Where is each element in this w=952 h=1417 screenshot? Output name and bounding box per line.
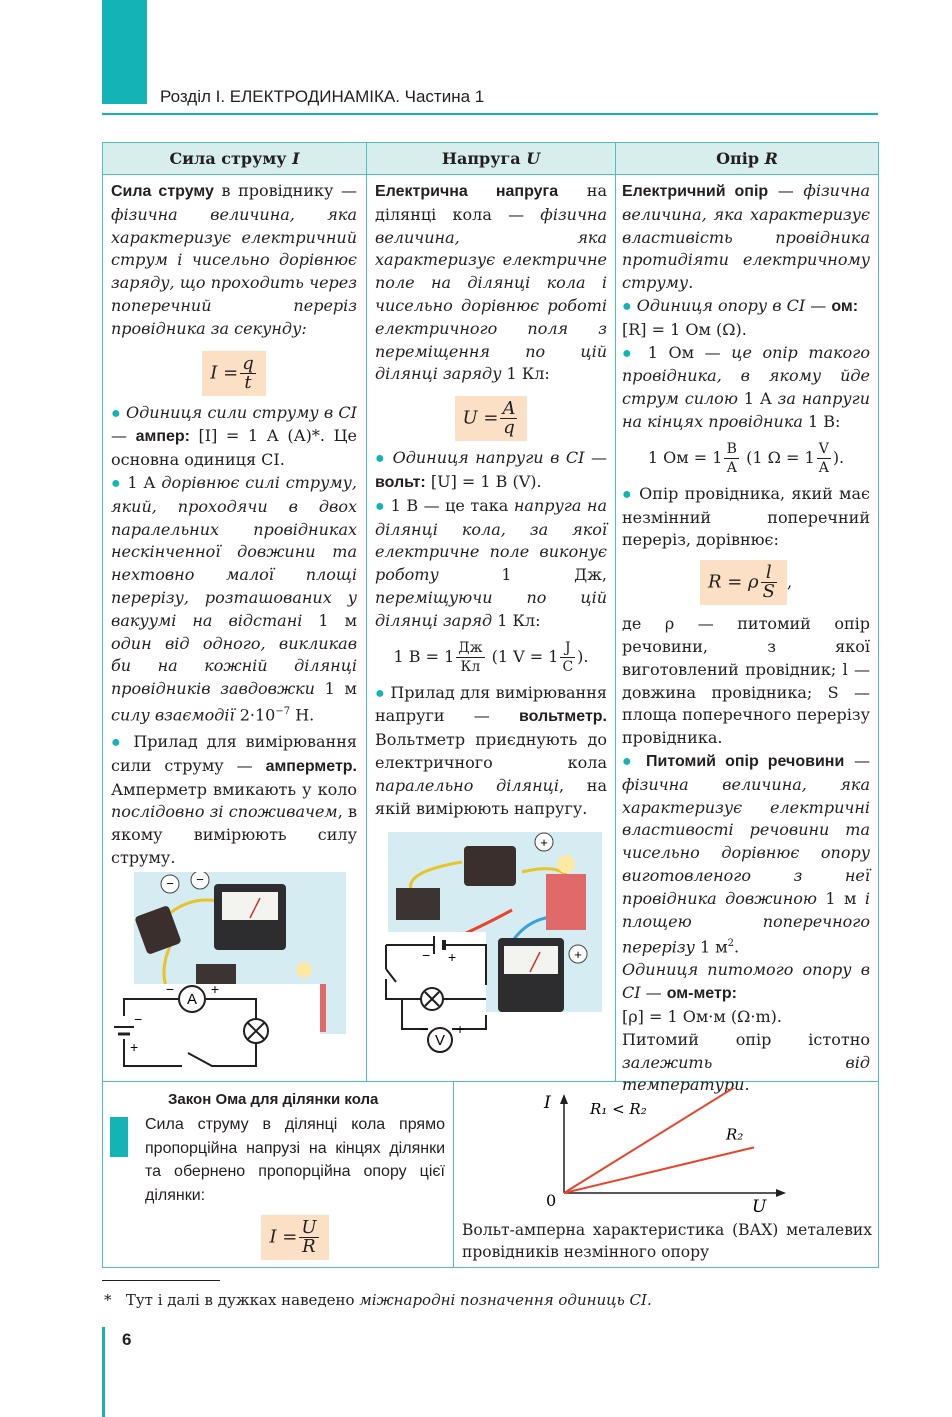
bottom-divider bbox=[453, 1081, 454, 1268]
voltage-frac-num: A bbox=[502, 398, 516, 420]
lamp-stand-icon bbox=[546, 874, 586, 930]
voltmeter-symbol-label: V bbox=[434, 1032, 446, 1049]
ohm-def-start: 1 Ом — bbox=[647, 342, 732, 362]
voltage-unit bbox=[375, 447, 607, 495]
ohm-law-text: Сила струму в ділянці кола прямо пропорційна напрузі на кінцях ділянки та обернено пропорційна опору цієї ділянки: bbox=[145, 1116, 445, 1204]
column-voltage bbox=[375, 180, 607, 820]
volt-eq-close: ). bbox=[577, 646, 589, 666]
ammeter-italic: послідовно зі споживачем bbox=[111, 802, 338, 822]
resistance-unit bbox=[622, 295, 870, 342]
footnote bbox=[104, 1291, 652, 1309]
resistance-dash: — bbox=[768, 181, 804, 200]
amp-def-force: 2·10 bbox=[234, 705, 276, 725]
series-line-2 bbox=[564, 1147, 754, 1193]
battery-minus-label: − bbox=[134, 1011, 143, 1027]
volt-def-start: 1 В — це така bbox=[390, 495, 514, 515]
current-formula bbox=[111, 351, 357, 396]
volt-eq-den2: C bbox=[562, 658, 574, 675]
resistance-formula bbox=[622, 560, 870, 605]
header-resistance-symbol: R bbox=[764, 149, 778, 168]
specific-unit-name: ом-метр: bbox=[666, 985, 737, 1003]
bullet-icon: ● bbox=[375, 450, 387, 468]
bullet-icon: ● bbox=[622, 344, 638, 362]
current-frac-num: q bbox=[242, 352, 254, 374]
resistance-formula-box bbox=[700, 560, 787, 605]
ohm-law-fraction bbox=[299, 1219, 318, 1256]
temp-text: Питомий опір істотно bbox=[622, 1029, 870, 1049]
volt-equation bbox=[375, 639, 607, 676]
ammeter-minus-label: − bbox=[165, 981, 175, 997]
ohm-law-body bbox=[145, 1113, 445, 1260]
ammeter-info bbox=[111, 731, 357, 870]
voltage-unit-dash: — bbox=[584, 448, 607, 468]
volt-eq-lhs: 1 В = 1 bbox=[393, 646, 455, 666]
volt-eq-rhs: (1 V = 1 bbox=[491, 646, 559, 666]
column-divider-2 bbox=[615, 143, 616, 1081]
ohm-def-italic: це опір такого провідника, в якому йде струм силою bbox=[622, 342, 871, 409]
volt-eq-den: Кл bbox=[460, 658, 481, 675]
resistance-def-italic: фізична величина, яка характеризує властивість провідника протидіяти електричному струму. bbox=[622, 181, 871, 293]
switch-icon bbox=[396, 888, 440, 920]
resistance-frac-num: l bbox=[761, 564, 777, 583]
amp-def-start: 1 А bbox=[127, 472, 162, 492]
column-resistance bbox=[622, 180, 870, 1097]
voltmeter-rest1: Вольтметр приєднують до електричного кола bbox=[375, 730, 607, 772]
specific-unit-italic: Одиниця питомого опору в СІ bbox=[622, 960, 870, 1003]
specific-name: Питомий опір речовини bbox=[645, 752, 845, 770]
amp-def-1m2: 1 м bbox=[314, 679, 357, 699]
minus-label-2: − bbox=[196, 872, 204, 887]
ohm-law-marker bbox=[110, 1117, 128, 1157]
specific-unit bbox=[622, 959, 870, 1028]
where-text: де ρ — питомий опір речовини, з якої виготовлений провідник; l — довжина провідника; S — площа поперечного перерізу провідника. bbox=[622, 614, 870, 748]
specific-dash: — bbox=[844, 750, 870, 770]
table-header-row bbox=[103, 143, 878, 175]
amp-def-italic: дорівнює силі струму, який, проходячи в двох паралельних провідниках нескінченної довжини та нехтовно малої площі перерізу, розташованих у вакуумі на відстані bbox=[111, 472, 358, 630]
current-formula-lhs: I = bbox=[210, 362, 239, 384]
voltage-formula-lhs: U = bbox=[462, 407, 499, 429]
volt-eq-frac2 bbox=[560, 639, 575, 676]
schematic-background bbox=[112, 984, 320, 1076]
ohm-def-italic2: за напруги на кінцях провідника bbox=[622, 389, 870, 431]
header-resistance bbox=[616, 143, 878, 175]
voltmeter-name: вольтметр. bbox=[518, 708, 607, 726]
current-unit-name: ампер: bbox=[135, 428, 190, 446]
ohm-eq-lhs: 1 Ом = 1 bbox=[647, 447, 723, 467]
current-unit-rest: [I] = 1 А (А)*. bbox=[189, 426, 326, 446]
battery-minus-label: − bbox=[422, 947, 431, 963]
voltmeter-italic: паралельно ділянці bbox=[375, 775, 559, 795]
ammeter-text: Прилад для вимірювання сили струму — bbox=[111, 732, 357, 775]
current-unit-note: Це основна одиниця СІ. bbox=[111, 426, 358, 470]
specific-italic2: і площею поперечного перерізу bbox=[622, 888, 870, 957]
ammeter-plus-label: + bbox=[210, 981, 220, 997]
ohm-equation bbox=[622, 440, 870, 477]
voltage-def-italic: фізична величина, яка характеризує електричне поле на ділянці кола і чисельно дорівнює роботі електричного поля з переміщення по цій ділянці заряду bbox=[375, 204, 607, 384]
vax-chart bbox=[530, 1088, 800, 1218]
ohm-def-end: 1 В: bbox=[802, 411, 841, 431]
series-label-2: R₂ bbox=[726, 1125, 744, 1144]
footnote-text: Тут і далі в дужках наведено bbox=[125, 1291, 360, 1309]
ohm-eq-den: А bbox=[726, 459, 738, 476]
voltage-def-end: 1 Кл: bbox=[501, 364, 550, 384]
header-voltage bbox=[367, 143, 615, 175]
temperature-note bbox=[622, 1029, 870, 1097]
battery-plus-label: + bbox=[130, 1039, 139, 1055]
header-voltage-text: Напруга bbox=[441, 149, 527, 168]
footnote-marker: * bbox=[104, 1291, 112, 1309]
current-term: Сила струму bbox=[111, 183, 214, 200]
battery-plus-label: + bbox=[448, 949, 457, 965]
specific-1m: 1 м bbox=[816, 888, 865, 908]
specific-exp: 2 bbox=[727, 938, 735, 950]
bullet-icon: ● bbox=[375, 497, 386, 515]
current-unit bbox=[111, 402, 357, 472]
current-unit-dash: — bbox=[111, 426, 136, 446]
ohm-eq-rhs: (1 Ω = 1 bbox=[746, 447, 815, 467]
page-bar bbox=[102, 1327, 105, 1417]
header-current bbox=[103, 143, 366, 175]
volt-def-italic: напруга на ділянці кола, за якої електричне поле виконує роботу bbox=[375, 495, 608, 585]
bullet-icon: ● bbox=[375, 684, 385, 702]
amp-def-italic3: силу взаємодії bbox=[111, 705, 235, 725]
voltmeter-circuit-illustration bbox=[382, 832, 602, 1058]
volt-eq-num2: J bbox=[560, 639, 575, 658]
ohm-eq-den2: A bbox=[818, 459, 829, 476]
ammeter-rest1: Амперметр вмикають у коло bbox=[111, 779, 357, 799]
resistance-formula-lhs: R = ρ bbox=[707, 571, 759, 593]
wire-text: Опір провідника, який має незмінний поперечний переріз, дорівнює: bbox=[622, 483, 871, 550]
chart-annotation: R₁ < R₂ bbox=[590, 1100, 647, 1118]
ammeter-symbol-label: A bbox=[186, 991, 198, 1008]
ohm-eq-num2: V bbox=[818, 440, 829, 457]
header-current-symbol: I bbox=[292, 149, 300, 168]
header-voltage-symbol: U bbox=[526, 149, 541, 168]
volt-def-mid: 1 Дж, bbox=[438, 565, 607, 585]
ohm-law-formula bbox=[145, 1215, 445, 1260]
ohm-law-formula-box bbox=[261, 1215, 328, 1260]
resistance-formula-comma: , bbox=[786, 572, 793, 592]
volt-def-end: 1 Кл: bbox=[492, 610, 541, 630]
voltage-unit-name: вольт: bbox=[375, 473, 426, 491]
voltage-formula-box bbox=[455, 396, 528, 441]
bullet-icon: ● bbox=[622, 485, 633, 503]
current-def-rest: в провіднику — bbox=[213, 181, 357, 200]
amp-def-exp: −7 bbox=[275, 705, 291, 717]
amp-def-1m: 1 м bbox=[302, 610, 358, 630]
current-fraction bbox=[240, 352, 256, 393]
voltage-formula bbox=[375, 396, 607, 441]
ohm-def-mid: 1 А bbox=[737, 389, 778, 409]
ohm-eq-frac bbox=[724, 440, 739, 477]
voltmeter-info bbox=[375, 682, 607, 821]
x-axis-label: U bbox=[752, 1197, 767, 1217]
minus-label: − bbox=[166, 876, 174, 891]
ohm-eq-close: ). bbox=[832, 447, 845, 467]
footnote-rule bbox=[102, 1280, 220, 1281]
specific-italic: фізична величина, яка характеризує електричні властивості речовини та чисельно дорівнює опору виготовленого з неї провідника довжиною bbox=[622, 774, 870, 908]
resistance-unit-rest: [R] = 1 Ом (Ω). bbox=[622, 319, 747, 339]
specific-dot: . bbox=[734, 937, 740, 957]
voltage-fraction bbox=[500, 400, 517, 437]
amp-def-unit: Н. bbox=[290, 705, 315, 725]
bullet-icon: ● bbox=[111, 734, 125, 752]
ammeter-circuit-illustration bbox=[112, 872, 348, 1076]
voltage-unit-italic: Одиниця напруги в СІ bbox=[392, 448, 585, 468]
current-def-italic: фізична величина, яка характеризує електричний струм і чисельно дорівнює заряду, що проходить через поперечний переріз провідника за секунду: bbox=[111, 204, 357, 338]
voltage-def-rest: на ділянці кола — bbox=[375, 181, 607, 224]
lamp-bulb-icon bbox=[296, 962, 312, 978]
ohm-law-lhs: I = bbox=[269, 1226, 298, 1248]
specific-area: 1 м bbox=[694, 937, 728, 957]
page-number: 6 bbox=[122, 1330, 132, 1349]
voltmeter-plus-label: + bbox=[456, 1021, 465, 1037]
specific-unit-rest: [ρ] = 1 Ом·м (Ω·m). bbox=[622, 1007, 783, 1027]
ammeter-rest2: , в якому вимірюють силу струму. bbox=[111, 802, 358, 868]
ohm-eq-num: В bbox=[724, 440, 739, 459]
bullet-icon: ● bbox=[111, 404, 121, 422]
y-axis-label: I bbox=[544, 1093, 551, 1113]
resistance-unit-name: ом: bbox=[831, 297, 859, 315]
ohm-law-num: U bbox=[301, 1217, 317, 1238]
battery-icon bbox=[464, 846, 516, 886]
resistance-unit-dash: — bbox=[805, 295, 832, 315]
ohm-law-den: R bbox=[302, 1236, 316, 1257]
chapter-color-tab bbox=[102, 0, 147, 104]
plus-label: + bbox=[540, 835, 548, 850]
header-rule bbox=[102, 113, 878, 115]
header-current-text: Сила струму bbox=[169, 149, 293, 168]
current-formula-box bbox=[202, 351, 265, 396]
column-divider-1 bbox=[366, 143, 367, 1081]
volt-eq-num: Дж bbox=[458, 639, 483, 656]
current-frac-den: t bbox=[244, 371, 252, 393]
current-unit-italic: Одиниця сили струму в СІ bbox=[126, 402, 357, 422]
resistance-term: Електричний опір bbox=[622, 183, 769, 200]
temp-italic: залежить від температури. bbox=[622, 1052, 870, 1095]
x-axis-arrow-icon bbox=[776, 1189, 786, 1197]
volt-def-italic2: переміщуючи по цій ділянці заряд bbox=[375, 587, 607, 630]
amp-def-italic2: один від одного, викликав би на кожній ділянці провідників завдовжки bbox=[111, 633, 357, 699]
origin-label: 0 bbox=[546, 1191, 557, 1210]
specific-resistance bbox=[622, 750, 870, 960]
bullet-icon: ● bbox=[111, 474, 122, 492]
ammeter-name: амперметр. bbox=[265, 757, 357, 775]
voltage-frac-den: q bbox=[503, 417, 515, 439]
voltmeter-minus-label: − bbox=[420, 1021, 429, 1037]
voltmeter-text: Прилад для вимірювання напруги — bbox=[375, 682, 607, 726]
bullet-icon: ● bbox=[622, 752, 637, 770]
voltage-term: Електрична напруга bbox=[375, 183, 559, 200]
volt-eq-frac bbox=[456, 639, 484, 676]
ohm-definition bbox=[622, 342, 870, 434]
resistance-unit-italic: Одиниця опору в СІ bbox=[636, 295, 806, 315]
voltmeter-rest2: , на якій вимірюють напругу. bbox=[375, 775, 608, 818]
lamp-bulb-icon bbox=[557, 855, 575, 873]
voltage-definition bbox=[375, 180, 607, 386]
resistance-frac-den: S bbox=[762, 581, 775, 603]
ohm-eq-frac2 bbox=[817, 440, 831, 477]
y-axis-arrow-icon bbox=[560, 1094, 568, 1104]
ohm-law-title: Закон Ома для ділянки кола bbox=[168, 1091, 379, 1108]
vax-caption: Вольт-амперна характеристика (ВАХ) металевих провідників незмінного опору bbox=[462, 1221, 872, 1261]
column-current bbox=[111, 180, 357, 870]
resistance-fraction bbox=[761, 564, 777, 601]
bullet-icon: ● bbox=[622, 297, 632, 315]
specific-unit-dash: — bbox=[640, 983, 667, 1003]
ampere-definition bbox=[111, 472, 357, 727]
running-header: Розділ І. ЕЛЕКТРОДИНАМІКА. Частина 1 bbox=[160, 87, 485, 106]
current-definition bbox=[111, 180, 357, 341]
footnote-italic: міжнародні позначення одиниць СІ. bbox=[359, 1291, 652, 1309]
voltage-unit-rest: [U] = 1 В (V). bbox=[425, 471, 542, 491]
wire-resistance bbox=[622, 483, 870, 552]
ammeter-dial-icon bbox=[222, 892, 278, 920]
volt-definition bbox=[375, 495, 607, 633]
plus-label-2: + bbox=[574, 947, 582, 962]
resistance-definition bbox=[622, 180, 870, 295]
header-resistance-text: Опір bbox=[716, 149, 765, 168]
